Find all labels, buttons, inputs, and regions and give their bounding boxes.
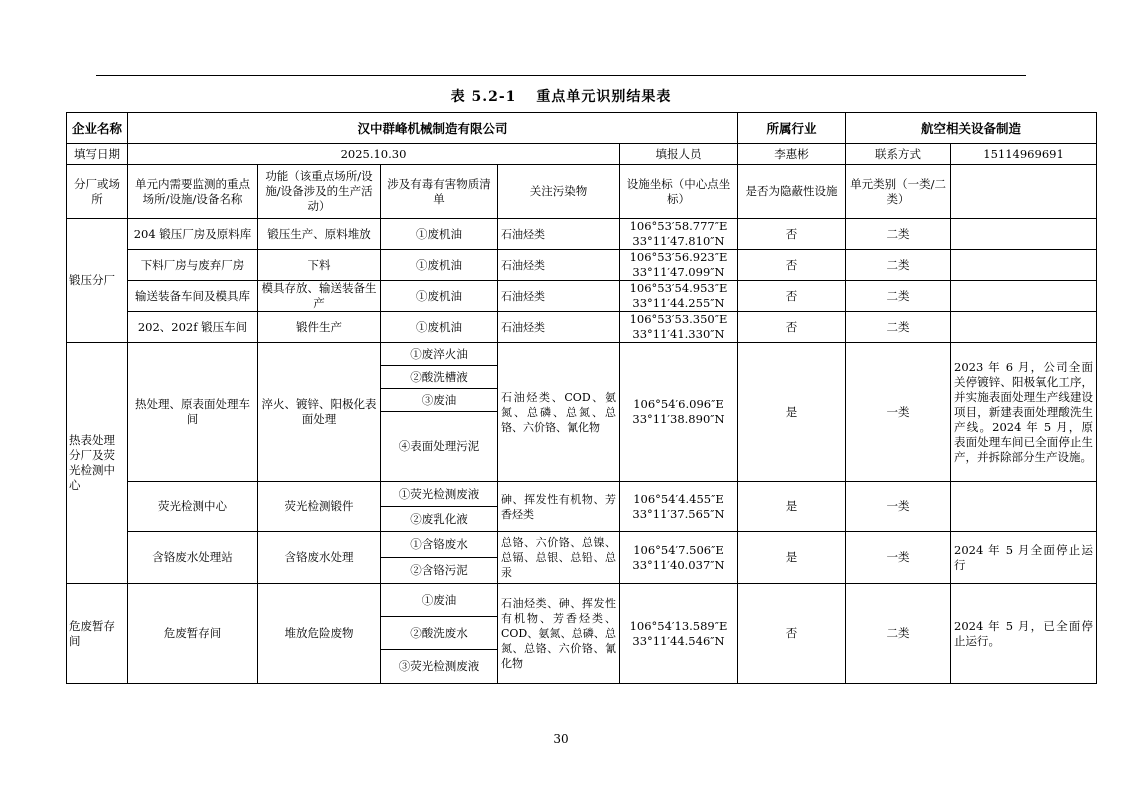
pollutants: 总铬、六价铬、总镍、总镉、总银、总铅、总汞: [498, 532, 620, 584]
substance-item: ①废机油: [381, 250, 498, 281]
hidden-flag: 否: [738, 281, 846, 312]
table-row: [67, 343, 1097, 366]
hidden-flag: 是: [738, 482, 846, 532]
date-label: 填写日期: [67, 144, 128, 165]
function: 堆放危险废物: [258, 584, 381, 684]
coordinates: [620, 584, 738, 684]
substance-item: ②酸洗废水: [381, 617, 498, 650]
substance-item: ②酸洗槽液: [381, 366, 498, 389]
company-value: 汉中群峰机械制造有限公司: [128, 113, 738, 144]
place-name: 下料厂房与废弃厂房: [128, 250, 258, 281]
contact-label: 联系方式: [846, 144, 951, 165]
coordinates: [620, 532, 738, 584]
pollutants: 石油烃类: [498, 312, 620, 343]
coord-latitude: 33°11′47.099″N: [632, 265, 725, 279]
pollutants: 石油烃类: [498, 281, 620, 312]
place-name: 输送装备车间及模具库: [128, 281, 258, 312]
coord-latitude: 33°11′38.890″N: [632, 412, 725, 426]
coordinates: [620, 219, 738, 250]
function: 下料: [258, 250, 381, 281]
unit-name: 危废暂存间: [67, 584, 128, 684]
remark: 2024 年 5 月全面停止运行: [951, 532, 1097, 584]
function: 锻压生产、原料堆放: [258, 219, 381, 250]
substance-item: ③荧光检测废液: [381, 650, 498, 684]
unit-name: 锻压分厂: [67, 219, 128, 343]
unit-category: 一类: [846, 482, 951, 532]
coord-longitude: 106°53′53.350″E: [629, 312, 728, 326]
function: 淬火、镀锌、阳极化表面处理: [258, 343, 381, 482]
coord-latitude: 33°11′41.330″N: [632, 327, 725, 341]
coord-longitude: 106°54′13.589″E: [629, 618, 728, 633]
coord-latitude: 33°11′37.565″N: [632, 506, 725, 521]
substance-item: ③废油: [381, 389, 498, 412]
function: 荧光检测锻件: [258, 482, 381, 532]
company-row: [67, 113, 1097, 144]
substance-item: ①废机油: [381, 312, 498, 343]
company-label: 企业名称: [67, 113, 128, 144]
table-title: [0, 86, 1122, 106]
table-title-number: 表 5.2-1: [450, 89, 517, 105]
col-header-substances: 涉及有毒有害物质清单: [381, 165, 498, 219]
unit-category: 一类: [846, 532, 951, 584]
table-row: [67, 312, 1097, 343]
col-header-unit: 分厂或场所: [67, 165, 128, 219]
coord-longitude: 106°53′54.953″E: [629, 281, 728, 295]
substance-item: ②废乳化液: [381, 507, 498, 532]
unit-category: 二类: [846, 250, 951, 281]
coordinates: [620, 281, 738, 312]
hidden-flag: 是: [738, 532, 846, 584]
date-value: 2025.10.30: [128, 144, 620, 165]
coordinates: [620, 482, 738, 532]
function: 锻件生产: [258, 312, 381, 343]
hidden-flag: 否: [738, 312, 846, 343]
hidden-flag: 否: [738, 584, 846, 684]
place-name: 热处理、原表面处理车间: [128, 343, 258, 482]
remark: 2024 年 5 月，已全面停止运行。: [951, 584, 1097, 684]
coordinates: [620, 343, 738, 482]
place-name: 204 锻压厂房及原料库: [128, 219, 258, 250]
filler-value: 李惠彬: [738, 144, 846, 165]
col-header-function: 功能（该重点场所/设施/设备涉及的生产活动）: [258, 165, 381, 219]
col-header-remark: [951, 165, 1097, 219]
coord-longitude: 106°53′58.777″E: [629, 219, 728, 233]
header-rule: [96, 75, 1026, 76]
col-header-hidden: 是否为隐蔽性设施: [738, 165, 846, 219]
col-header-category: 单元类别（一类/二类）: [846, 165, 951, 219]
remark: 2023 年 6 月，公司全面关停镀锌、阳极氧化工序，并实施表面处理生产线建设项目，新建表面处理酸洗生产线。2024 年 5 月，原表面处理车间已全面停止生产，并拆除部分生产设施。: [951, 343, 1097, 482]
pollutants: 石油烃类、砷、挥发性有机物、芳香烃类、COD、氨氮、总磷、总氮、总铬、六价铬、氰化物: [498, 584, 620, 684]
coord-latitude: 33°11′40.037″N: [632, 557, 725, 572]
coordinates: [620, 250, 738, 281]
col-header-place: 单元内需要监测的重点场所/设施/设备名称: [128, 165, 258, 219]
substance-item: ①废淬火油: [381, 343, 498, 366]
substance-item: ①废机油: [381, 219, 498, 250]
coord-longitude: 106°54′7.506″E: [633, 542, 724, 557]
coord-latitude: 33°11′44.546″N: [632, 633, 725, 648]
col-header-coordinates: 设施坐标（中心点坐标）: [620, 165, 738, 219]
pollutants: 石油烃类: [498, 250, 620, 281]
pollutants: 砷、挥发性有机物、芳香烃类: [498, 482, 620, 532]
function: 模具存放、输送装备生产: [258, 281, 381, 312]
table-row: [67, 281, 1097, 312]
table-row: [67, 250, 1097, 281]
place-name: 含铬废水处理站: [128, 532, 258, 584]
unit-category: 二类: [846, 219, 951, 250]
place-name: 荧光检测中心: [128, 482, 258, 532]
coord-longitude: 106°54′4.455″E: [633, 491, 724, 506]
identification-results-table: [66, 112, 1097, 684]
industry-label: 所属行业: [738, 113, 846, 144]
table-title-text: 重点单元识别结果表: [536, 89, 672, 105]
coord-latitude: 33°11′47.810″N: [632, 234, 725, 248]
contact-value: 15114969691: [951, 144, 1097, 165]
coord-longitude: 106°54′6.096″E: [633, 397, 724, 411]
hidden-flag: 否: [738, 250, 846, 281]
unit-name: 热表处理分厂及荧光检测中心: [67, 343, 128, 584]
unit-category: 一类: [846, 343, 951, 482]
column-header-row: [67, 165, 1097, 219]
info-row: [67, 144, 1097, 165]
substance-item: ②含铬污泥: [381, 558, 498, 584]
table-body: [67, 113, 1097, 684]
remark: [951, 312, 1097, 343]
pollutants: 石油烃类: [498, 219, 620, 250]
table-row: [67, 219, 1097, 250]
table-row: [67, 584, 1097, 617]
coord-longitude: 106°53′56.923″E: [629, 250, 728, 264]
function: 含铬废水处理: [258, 532, 381, 584]
substance-item: ①含铬废水: [381, 532, 498, 558]
filler-label: 填报人员: [620, 144, 738, 165]
industry-value: 航空相关设备制造: [846, 113, 1097, 144]
pollutants: 石油烃类、COD、氨氮、总磷、总氮、总铬、六价铬、氰化物: [498, 343, 620, 482]
hidden-flag: 是: [738, 343, 846, 482]
substance-item: ④表面处理污泥: [381, 412, 498, 482]
table-row: [67, 482, 1097, 507]
substance-item: ①废油: [381, 584, 498, 617]
hidden-flag: 否: [738, 219, 846, 250]
unit-category: 二类: [846, 584, 951, 684]
coord-latitude: 33°11′44.255″N: [632, 296, 725, 310]
substance-item: ①荧光检测废液: [381, 482, 498, 507]
place-name: 危废暂存间: [128, 584, 258, 684]
remark: [951, 250, 1097, 281]
unit-category: 二类: [846, 281, 951, 312]
remark: [951, 219, 1097, 250]
remark: [951, 482, 1097, 532]
unit-category: 二类: [846, 312, 951, 343]
col-header-pollutants: 关注污染物: [498, 165, 620, 219]
table-row: [67, 532, 1097, 558]
page-number: 30: [553, 732, 569, 746]
place-name: 202、202f 锻压车间: [128, 312, 258, 343]
coordinates: [620, 312, 738, 343]
remark: [951, 281, 1097, 312]
substance-item: ①废机油: [381, 281, 498, 312]
